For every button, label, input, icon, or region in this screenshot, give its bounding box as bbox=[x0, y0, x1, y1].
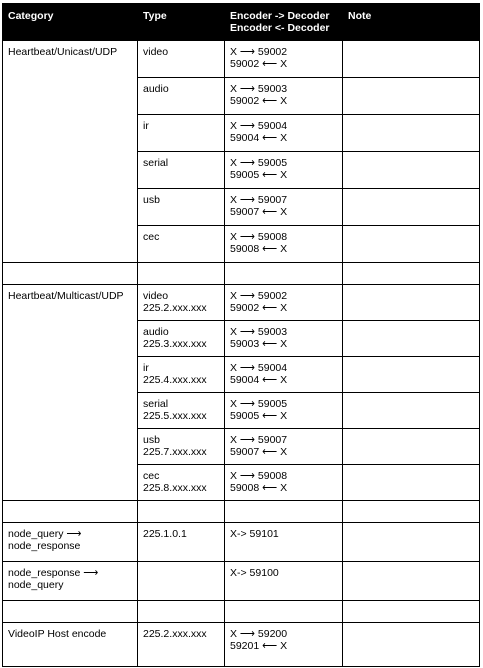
table-row bbox=[3, 562, 480, 601]
type-cell: cec 225.8.xxx.xxx bbox=[138, 465, 225, 501]
type-cell: video bbox=[138, 41, 225, 78]
note-cell bbox=[343, 562, 480, 601]
direction-cell: X ⟶ 59003 59003 ⟵ X bbox=[225, 321, 343, 357]
note-cell bbox=[343, 623, 480, 667]
port-table bbox=[2, 3, 480, 667]
direction-cell: X ⟶ 59007 59007 ⟵ X bbox=[225, 429, 343, 465]
header-type: Type bbox=[138, 4, 225, 41]
direction-cell: X ⟶ 59008 59008 ⟵ X bbox=[225, 226, 343, 263]
type-cell: 225.2.xxx.xxx bbox=[138, 623, 225, 667]
spacer-row bbox=[3, 601, 480, 623]
note-cell bbox=[343, 285, 480, 321]
table-row bbox=[3, 41, 480, 78]
note-cell bbox=[343, 393, 480, 429]
spacer-row bbox=[3, 263, 480, 285]
note-cell bbox=[343, 357, 480, 393]
direction-cell: X ⟶ 59003 59002 ⟵ X bbox=[225, 78, 343, 115]
header-row bbox=[3, 4, 480, 41]
header-direction bbox=[225, 4, 343, 41]
direction-cell: X ⟶ 59004 59004 ⟵ X bbox=[225, 357, 343, 393]
note-cell bbox=[343, 321, 480, 357]
table-row bbox=[3, 285, 480, 321]
type-cell: ir 225.4.xxx.xxx bbox=[138, 357, 225, 393]
header-note: Note bbox=[343, 4, 480, 41]
type-cell: usb 225.7.xxx.xxx bbox=[138, 429, 225, 465]
category-cell: node_query ⟶ node_response bbox=[3, 523, 138, 562]
direction-cell: X ⟶ 59002 59002 ⟵ X bbox=[225, 41, 343, 78]
direction-cell: X ⟶ 59007 59007 ⟵ X bbox=[225, 189, 343, 226]
table-row bbox=[3, 623, 480, 667]
note-cell bbox=[343, 523, 480, 562]
type-cell: audio 225.3.xxx.xxx bbox=[138, 321, 225, 357]
type-cell: audio bbox=[138, 78, 225, 115]
type-cell: cec bbox=[138, 226, 225, 263]
type-cell: video 225.2.xxx.xxx bbox=[138, 285, 225, 321]
note-cell bbox=[343, 115, 480, 152]
direction-cell: X-> 59101 bbox=[225, 523, 343, 562]
header-category: Category bbox=[3, 4, 138, 41]
header-direction-line1: Encoder -> Decoder bbox=[230, 10, 330, 22]
note-cell bbox=[343, 189, 480, 226]
table-row bbox=[3, 523, 480, 562]
category-cell: Heartbeat/Multicast/UDP bbox=[3, 285, 138, 501]
direction-cell: X ⟶ 59005 59005 ⟵ X bbox=[225, 393, 343, 429]
direction-cell: X ⟶ 59005 59005 ⟵ X bbox=[225, 152, 343, 189]
note-cell bbox=[343, 41, 480, 78]
type-cell: usb bbox=[138, 189, 225, 226]
type-cell bbox=[138, 562, 225, 601]
note-cell bbox=[343, 226, 480, 263]
category-cell: node_response ⟶ node_query bbox=[3, 562, 138, 601]
spacer-row bbox=[3, 501, 480, 523]
category-cell: Heartbeat/Unicast/UDP bbox=[3, 41, 138, 263]
note-cell bbox=[343, 429, 480, 465]
category-cell: VideoIP Host encode bbox=[3, 623, 138, 667]
note-cell bbox=[343, 152, 480, 189]
note-cell bbox=[343, 78, 480, 115]
direction-cell: X ⟶ 59008 59008 ⟵ X bbox=[225, 465, 343, 501]
type-cell: serial 225.5.xxx.xxx bbox=[138, 393, 225, 429]
type-cell: ir bbox=[138, 115, 225, 152]
direction-cell: X ⟶ 59002 59002 ⟵ X bbox=[225, 285, 343, 321]
direction-cell: X ⟶ 59004 59004 ⟵ X bbox=[225, 115, 343, 152]
header-direction-line2: Encoder <- Decoder bbox=[230, 22, 330, 34]
direction-cell: X-> 59100 bbox=[225, 562, 343, 601]
note-cell bbox=[343, 465, 480, 501]
type-cell: serial bbox=[138, 152, 225, 189]
direction-cell: X ⟶ 59200 59201 ⟵ X bbox=[225, 623, 343, 667]
type-cell: 225.1.0.1 bbox=[138, 523, 225, 562]
